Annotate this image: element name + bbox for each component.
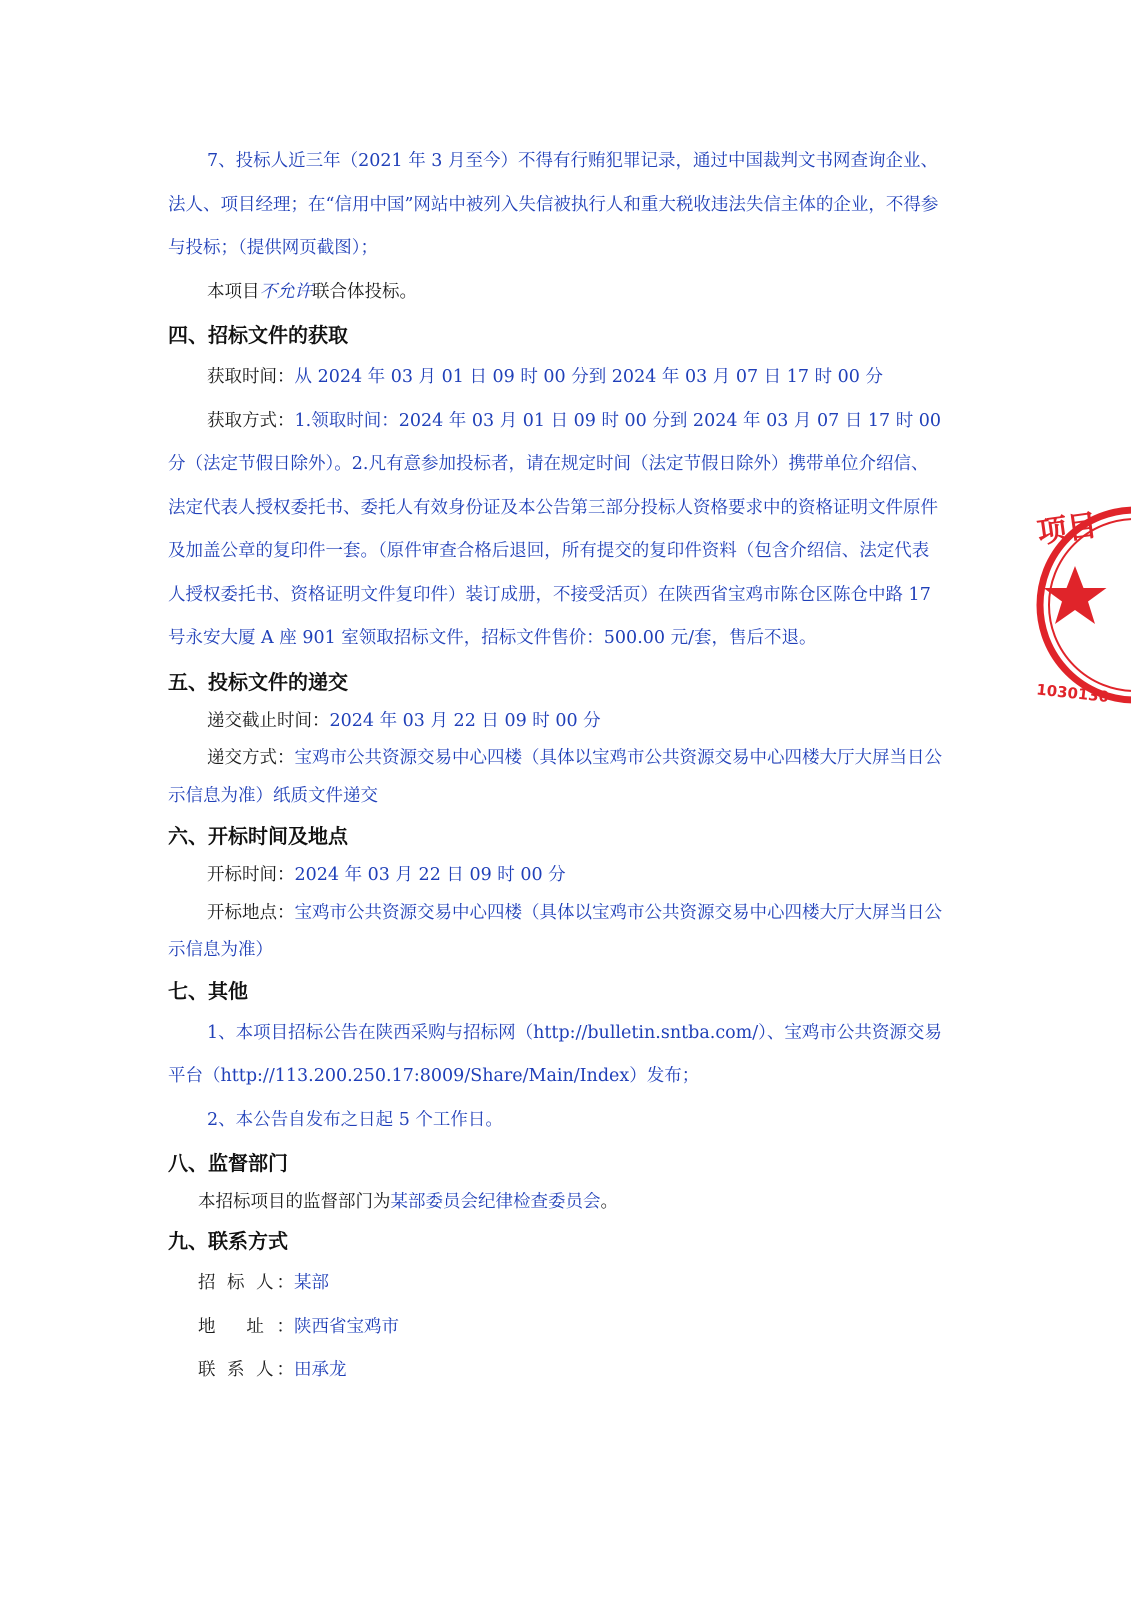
tenderer-label: 招 标 人：	[198, 1273, 294, 1293]
section-4-heading: 四、招标文件的获取	[168, 323, 348, 347]
contact-person	[168, 1349, 943, 1393]
consortium-value: 不允许	[259, 281, 312, 302]
acquisition-method-value: 1.领取时间：2024 年 03 月 01 日 09 时 00 分到 2024 年 03 月 07 日 17 时 00 分（法定节假日除外）。2.凡有意参加投标者，请在规定时间（法定节假日除外）携带单位介绍信、法定代表人授权委托书、委托人有效身份证及本公告第三部分投标人资格要求中的资格证明文件原件及加盖公章的复印件一套。（原件审查合格后退回，所有提交的复印件资料（包含介绍信、法定代表人授权委托书、资格证明文件复印件）装订成册，不接受活页）在陕西省宝鸡市陈仓区陈仓中路 17 号永安大厦 A 座 901 室领取招标文件，招标文件售价：500.00 元/套，售后不退。	[168, 410, 942, 648]
section-7-heading: 七、其他	[168, 978, 248, 1003]
other-item-1: 1、本项目招标公告在陕西采购与招标网（http://bulletin.sntba.com/）、宝鸡市公共资源交易平台（http://113.200.250.17:8009/Share/Main/Index）发布；	[168, 1022, 942, 1086]
address-value: 陕西省宝鸡市	[294, 1316, 399, 1337]
acquisition-time-value: 从 2024 年 03 月 01 日 09 时 00 分到 2024 年 03 月 07 日 17 时 00 分	[294, 367, 883, 387]
seal-star	[1044, 566, 1107, 624]
contact-person-value: 田承龙	[294, 1360, 347, 1380]
supervision-text	[168, 1184, 943, 1220]
section-qualification-tail	[168, 140, 943, 314]
section-4-document-acquisition	[168, 314, 943, 661]
opening-time	[168, 857, 943, 895]
section-6-bid-opening	[168, 815, 943, 970]
contact-tenderer	[168, 1262, 943, 1306]
submission-deadline-value: 2024 年 03 月 22 日 09 时 00 分	[329, 710, 601, 731]
opening-time-label: 开标时间：	[207, 865, 295, 885]
acquisition-method	[168, 400, 943, 661]
section-8-heading: 八、监督部门	[168, 1151, 288, 1175]
address-label: 地 址：	[198, 1316, 294, 1337]
submission-method	[168, 740, 943, 815]
seal-text: 项目	[1035, 507, 1100, 551]
item-text: 投标人近三年（2021 年 3 月至今）不得有行贿犯罪记录，通过中国裁判文书网查询企业、法人、项目经理；在“信用中国”网站中被列入失信被执行人和重大税收违法失信主体的企业，不得参与投标；（提供网页截图）；	[168, 151, 939, 258]
item-number: 7、	[207, 151, 236, 171]
document-body	[168, 140, 943, 1393]
opening-time-value: 2024 年 03 月 22 日 09 时 00 分	[294, 865, 566, 885]
opening-place-value: 宝鸡市公共资源交易中心四楼（具体以宝鸡市公共资源交易中心四楼大厅大屏当日公示信息为准）	[168, 902, 942, 960]
tenderer-value: 某部	[294, 1273, 329, 1293]
company-seal-stamp	[1030, 495, 1131, 715]
section-5-heading: 五、投标文件的递交	[168, 669, 348, 694]
supervision-department: 某部委员会纪律检查委员会	[390, 1192, 601, 1212]
section-6-heading: 六、开标时间及地点	[168, 824, 348, 848]
consortium-line	[168, 271, 943, 315]
submission-method-value: 宝鸡市公共资源交易中心四楼（具体以宝鸡市公共资源交易中心四楼大厅大屏当日公示信息为准）纸质文件递交	[168, 748, 942, 806]
other-item-2: 2、本公告自发布之日起 5 个工作日。	[207, 1109, 503, 1130]
opening-place	[168, 895, 943, 970]
acquisition-time	[168, 356, 943, 400]
contact-address	[168, 1306, 943, 1350]
seal-icon	[1030, 495, 1131, 715]
acquisition-time-label: 获取时间：	[207, 367, 295, 387]
section-9-contact	[168, 1220, 943, 1393]
qualification-item-7	[168, 140, 943, 271]
opening-place-label: 开标地点：	[207, 902, 295, 923]
submission-deadline-label: 递交截止时间：	[207, 710, 330, 731]
supervision-prefix: 本招标项目的监督部门为	[198, 1192, 391, 1212]
section-7-other	[168, 970, 943, 1143]
section-8-supervision	[168, 1142, 943, 1220]
submission-method-label: 递交方式：	[207, 748, 295, 768]
section-9-heading: 九、联系方式	[168, 1229, 288, 1253]
supervision-suffix: 。	[600, 1192, 618, 1212]
section-5-bid-submission	[168, 661, 943, 816]
consortium-suffix: 联合体投标。	[312, 281, 417, 302]
consortium-prefix: 本项目	[207, 281, 260, 302]
seal-code: 1030130	[1035, 680, 1110, 707]
submission-deadline	[168, 703, 943, 741]
contact-person-label: 联 系 人：	[198, 1360, 294, 1380]
acquisition-method-label: 获取方式：	[207, 410, 295, 431]
